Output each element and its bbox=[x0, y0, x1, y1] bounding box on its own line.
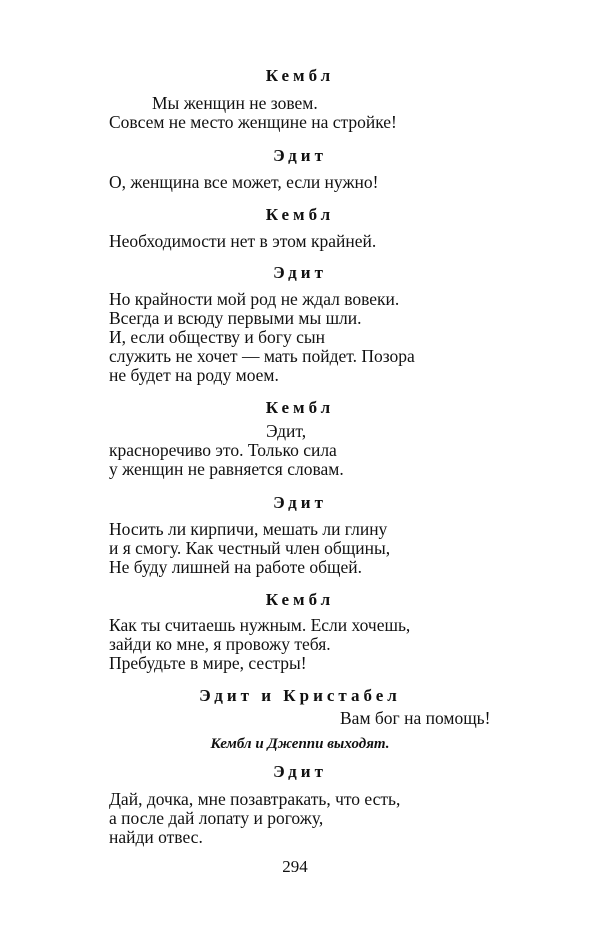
verse-line: О, женщина все может, если нужно! bbox=[109, 172, 379, 192]
speaker-name: Кембл bbox=[265, 398, 335, 417]
speaker-name: Кембл bbox=[265, 66, 335, 85]
speaker-name: Эдит bbox=[273, 263, 327, 282]
verse-line: Необходимости нет в этом крайней. bbox=[109, 231, 377, 251]
verse-line: Мы женщин не зовем. bbox=[152, 93, 318, 113]
speaker-name: Кембл bbox=[265, 205, 335, 224]
verse-line: И, если обществу и богу сын bbox=[109, 327, 325, 347]
verse-line: красноречиво это. Только сила bbox=[109, 440, 337, 460]
verse-line: Дай, дочка, мне позавтракать, что есть, bbox=[109, 789, 401, 809]
page-number: 294 bbox=[282, 857, 308, 876]
verse-line: зайди ко мне, я провожу тебя. bbox=[109, 634, 331, 654]
verse-line: Не буду лишней на работе общей. bbox=[109, 557, 363, 577]
verse-line: Совсем не место женщине на стройке! bbox=[109, 112, 397, 132]
verse-line: Пребудьте в мире, сестры! bbox=[109, 653, 307, 673]
verse-line: не будет на роду моем. bbox=[109, 365, 279, 385]
stage-direction: Кембл и Джеппи выходят. bbox=[210, 736, 390, 752]
speaker-name: Эдит bbox=[273, 493, 327, 512]
speaker-name: Эдит и Кристабел bbox=[199, 686, 401, 705]
verse-line: а после дай лопату и рогожу, bbox=[109, 808, 324, 828]
verse-line: Вам бог на помощь! bbox=[340, 708, 491, 728]
verse-line: у женщин не равняется словам. bbox=[109, 459, 344, 479]
verse-line: Но крайности мой род не ждал вовеки. bbox=[109, 289, 400, 309]
verse-line: служить не хочет — мать пойдет. Позора bbox=[109, 346, 415, 366]
verse-line: и я смогу. Как честный член общины, bbox=[109, 538, 391, 558]
verse-line: Как ты считаешь нужным. Если хочешь, bbox=[109, 615, 411, 635]
verse-line: Носить ли кирпичи, мешать ли глину bbox=[109, 519, 388, 539]
verse-line: Эдит, bbox=[266, 421, 307, 441]
verse-line: Всегда и всюду первыми мы шли. bbox=[109, 308, 362, 328]
speaker-name: Кембл bbox=[265, 590, 335, 609]
speaker-name: Эдит bbox=[273, 762, 327, 781]
verse-line: найди отвес. bbox=[109, 827, 203, 847]
speaker-name: Эдит bbox=[273, 146, 327, 165]
